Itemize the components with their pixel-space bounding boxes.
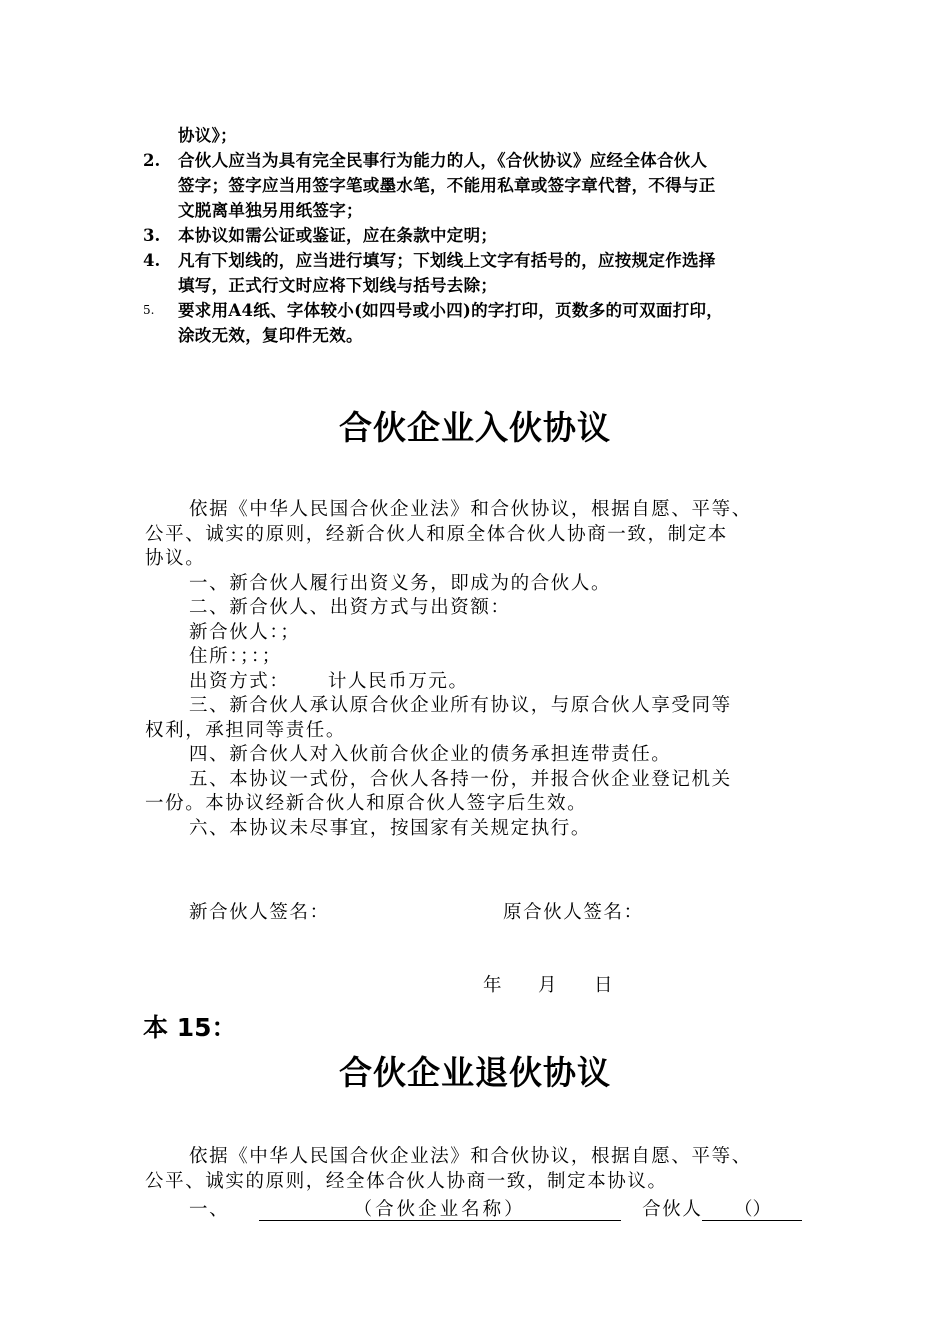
date-month-label: 月 — [538, 975, 559, 996]
note-text: 本协议如需公证或鉴证，应在条款中定明； — [178, 226, 498, 245]
new-partner-signature-label: 新合伙人签名： — [189, 902, 330, 923]
paragraph-line: 三、新合伙人承认原合伙企业所有协议，与原合伙人享受同等 — [189, 695, 732, 716]
join-agreement-title: 合伙企业入伙协议 — [339, 408, 611, 447]
join-agreement-body — [145, 498, 825, 841]
note-number: 5. — [143, 303, 155, 317]
note-number: 4. — [143, 251, 161, 270]
note-text: 文脱离单独另用纸签字； — [178, 201, 363, 220]
note-line — [143, 223, 813, 248]
item-one-line — [189, 1195, 802, 1221]
note-text: 签字；签字应当用签字笔或墨水笔，不能用私章或签字章代替，不得与正 — [178, 176, 716, 195]
paragraph-line: 六、本协议未尽事宜，按国家有关规定执行。 — [189, 817, 592, 839]
note-text: 协议》； — [178, 126, 237, 145]
note-text: 要求用A4纸、字体较小(如四号或小四)的字打印，页数多的可双面打印， — [178, 301, 724, 320]
note-text: 涂改无效，复印件无效。 — [178, 326, 363, 345]
note-text: 填写，正式行文时应将下划线与括号去除； — [178, 276, 498, 295]
paragraph-line: 出资方式： 计人民币万元。 — [189, 670, 469, 692]
note-number: 3. — [143, 226, 161, 245]
note-line — [143, 248, 813, 273]
paragraph-line: 五、本协议一式份，合伙人各持一份，并报合伙企业登记机关 — [189, 768, 732, 790]
note-line — [143, 198, 813, 223]
paragraph-line: 协议。 — [145, 548, 206, 569]
paragraph-line: 新合伙人：； — [189, 621, 301, 643]
date-day-label: 日 — [594, 975, 615, 996]
note-line — [143, 273, 813, 298]
enterprise-name-field[interactable]: （合伙企业名称） — [259, 1200, 621, 1221]
date-year-label: 年 — [483, 975, 504, 996]
partner-label: 合伙人 — [642, 1199, 703, 1220]
paragraph-line: 一、新合伙人履行出资义务，即成为的合伙人。 — [189, 572, 612, 594]
note-text: 合伙人应当为具有完全民事行为能力的人，《合伙协议》应经全体合伙人 — [178, 151, 708, 170]
paragraph-line: 依据《中华人民国合伙企业法》和合伙协议，根据自愿、平等、 — [189, 1146, 752, 1167]
paragraph-line: 住所：；：； — [189, 646, 282, 667]
note-line — [143, 298, 813, 323]
paragraph-line: 权利，承担同等责任。 — [145, 719, 347, 741]
paragraph-line: 依据《中华人民国合伙企业法》和合伙协议，根据自愿、平等、 — [189, 499, 752, 520]
old-partner-signature-label: 原合伙人签名： — [503, 902, 644, 923]
paragraph-line: 一份。本协议经新合伙人和原合伙人签字后生效。 — [145, 793, 588, 814]
note-line — [143, 148, 813, 173]
note-line — [143, 173, 813, 198]
withdraw-agreement-body — [145, 1145, 825, 1194]
item-one-prefix: 一、 — [189, 1199, 230, 1220]
note-line — [143, 123, 813, 148]
paragraph-line: 公平、诚实的原则，经全体合伙人协商一致，制定本协议。 — [145, 1170, 668, 1192]
section-label: 本 15： — [143, 1013, 237, 1042]
partner-name-field[interactable]: （） — [702, 1200, 802, 1221]
note-line — [143, 323, 813, 348]
withdraw-agreement-title: 合伙企业退伙协议 — [339, 1053, 611, 1092]
note-text: 凡有下划线的，应当进行填写；下划线上文字有括号的，应按规定作选择 — [178, 251, 716, 270]
paragraph-line: 二、新合伙人、出资方式与出资额： — [189, 597, 511, 618]
notes-list — [143, 123, 813, 348]
paragraph-line: 四、新合伙人对入伙前合伙企业的债务承担连带责任。 — [189, 744, 672, 765]
note-number: 2. — [143, 151, 161, 170]
paragraph-line: 公平、诚实的原则，经新合伙人和原全体合伙人协商一致，制定本 — [145, 523, 728, 545]
